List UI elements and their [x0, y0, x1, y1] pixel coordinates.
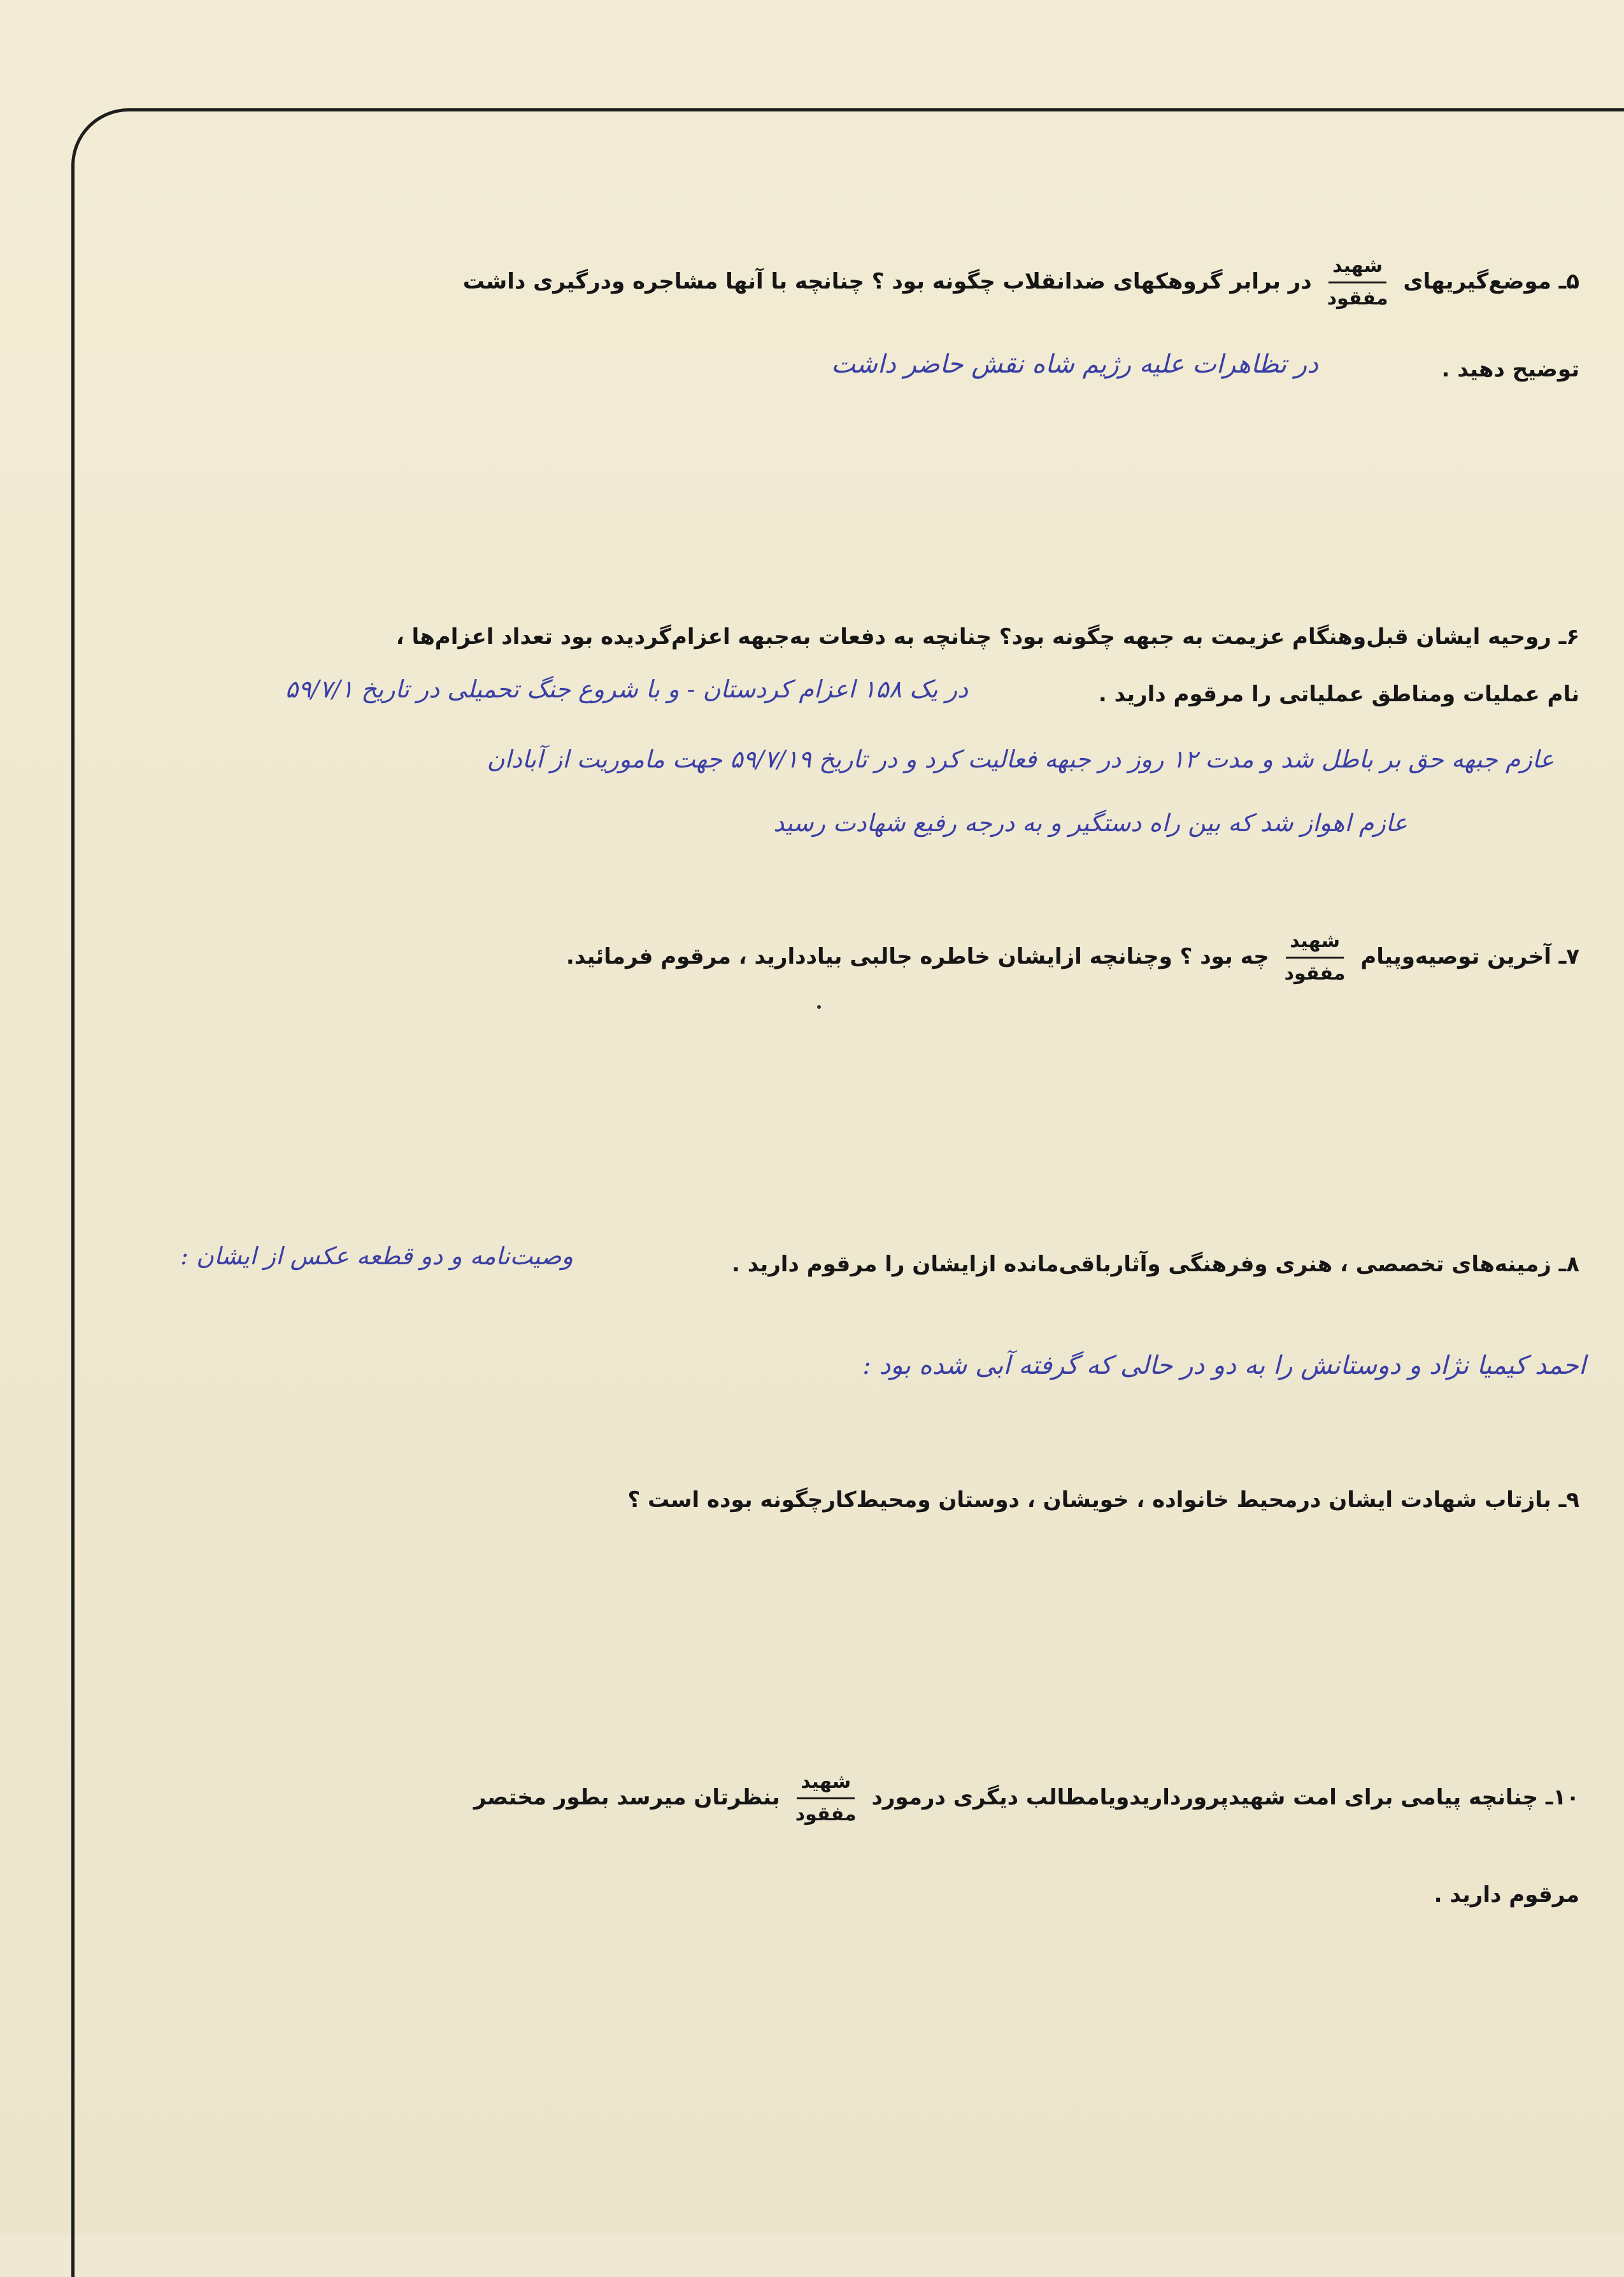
answer-8-line2[interactable]: احمد کیمیا نژاد و دوستانش را به دو در حالی که گرفته آبی شده بود :: [862, 1351, 1586, 1380]
shahid-mafghud-fraction: $\frac{\text{شهید}}{\text{مفقود}}$: [1284, 930, 1346, 985]
answer-6-line1[interactable]: در یک ۱۵۸ اعزام کردستان - و با شروع جنگ تحمیلی در تاریخ ۵۹/۷/۱: [285, 675, 968, 703]
question-9: ۹ـ بازتاب شهادت ایشان درمحیط خانواده ، خویشان ، دوستان ومحیط‌کارچگونه بوده است ؟: [627, 1487, 1579, 1513]
question-6-line1: ۶ـ روحیه ایشان قبل‌وهنگام عزیمت به جبهه چگونه بود؟ چنانچه به دفعات به‌جبهه اعزام‌گردیده بود تعداد اعزام‌ها ،: [395, 624, 1579, 650]
question-5: [463, 255, 1579, 310]
ink-dot: [817, 1005, 821, 1009]
answer-5[interactable]: در تظاهرات علیه رژیم شاه نقش حاضر داشت: [831, 350, 1318, 379]
question-10-before: ۱۰ـ چنانچه پیامی برای امت شهیدپرورداریدویامطالب دیگری درمورد: [871, 1785, 1579, 1810]
answer-6-line3[interactable]: عازم اهواز شد که بین راه دستگیر و به درجه رفیع شهادت رسید: [773, 809, 1407, 837]
question-7-after: چه بود ؟ وچنانچه ازایشان خاطره جالبی بیاددارید ، مرقوم فرمائید.: [566, 944, 1269, 969]
question-7: [566, 930, 1579, 985]
question-5-after: در برابر گروهکهای ضدانقلاب چگونه بود ؟ چنانچه با آنها مشاجره ودرگیری داشت: [462, 269, 1312, 294]
question-6-line2: نام عملیات ومناطق عملیاتی را مرقوم دارید .: [1098, 682, 1579, 707]
question-5-before: ۵ـ موضع‌گیریهای: [1403, 269, 1579, 294]
question-10-line2: مرقوم دارید .: [1434, 1882, 1579, 1908]
answer-8-inline[interactable]: وصیت‌نامه و دو قطعه عکس از ایشان :: [180, 1242, 573, 1270]
question-8: ۸ـ زمینه‌های تخصصی ، هنری وفرهنگی وآثارباقی‌مانده ازایشان را مرقوم دارید .: [732, 1252, 1579, 1277]
question-7-before: ۷ـ آخرین توصیه‌وپیام: [1360, 944, 1579, 969]
page-border: [71, 108, 1624, 2277]
shahid-mafghud-fraction: $\frac{\text{شهید}}{\text{مفقود}}$: [1327, 255, 1388, 310]
answer-6-line2[interactable]: عازم جبهه حق بر باطل شد و مدت ۱۲ روز در جبهه فعالیت کرد و در تاریخ ۵۹/۷/۱۹ جهت ماموریت از آبادان: [487, 745, 1554, 773]
shahid-mafghud-fraction: $\frac{\text{شهید}}{\text{مفقود}}$: [795, 1771, 857, 1825]
question-5-line2: توضیح دهید .: [1441, 357, 1579, 382]
question-10: [474, 1771, 1579, 1826]
question-10-after: بنظرتان میرسد بطور مختصر: [473, 1785, 780, 1810]
